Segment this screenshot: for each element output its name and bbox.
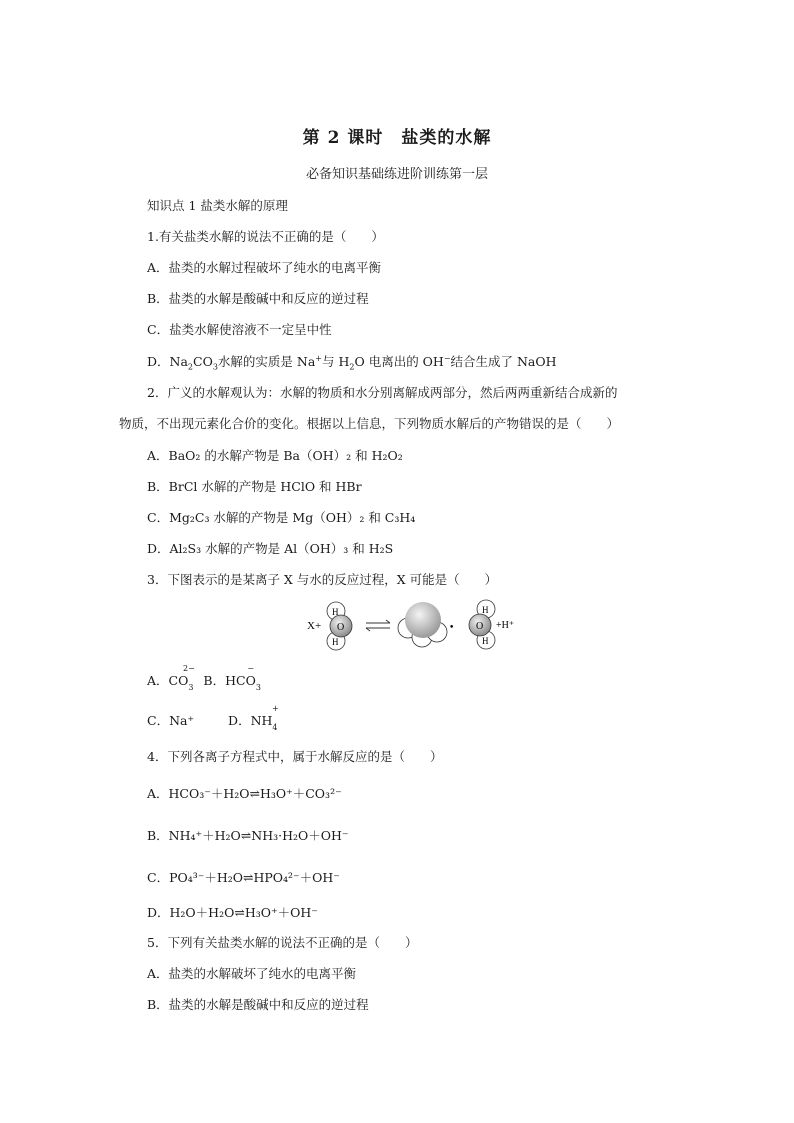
question-5-option-a: A．盐类的水解破坏了纯水的电离平衡 xyxy=(147,966,357,981)
dot-separator: • xyxy=(449,623,455,633)
question-4-option-a: A．HCO₃⁻＋H₂O⇌H₃O⁺＋CO₃²⁻ xyxy=(147,786,342,801)
question-4-stem: 4．下列各离子方程式中，属于水解反应的是（ ） xyxy=(147,749,443,764)
question-3-options-ab: A．$CO_3$ 2− B．$HCO_3$ − xyxy=(147,664,261,692)
question-1-option-a: A．盐类的水解过程破坏了纯水的电离平衡 xyxy=(147,260,382,275)
svg-text:H: H xyxy=(482,605,489,615)
hydrolysis-diagram xyxy=(304,597,526,652)
svg-text:H: H xyxy=(332,607,339,617)
h-plus-label: +H⁺ xyxy=(496,620,515,631)
svg-text:H: H xyxy=(332,637,339,647)
question-5-stem: 5．下列有关盐类水解的说法不正确的是（ ） xyxy=(147,935,418,950)
question-1-option-d: D．$Na_2CO_3$水解的实质是 Na+与 $H_2O$ 电离出的 OH−结合生成了 NaOH xyxy=(147,353,557,372)
question-4-option-b: B．NH₄⁺＋H₂O⇌NH₃·H₂O＋OH⁻ xyxy=(147,828,349,843)
equilibrium-arrows-icon xyxy=(366,620,390,631)
hydrolysis-product-cluster xyxy=(398,602,447,647)
x-plus-label: X+ xyxy=(307,620,322,632)
section-heading: 知识点 1 盐类水解的原理 xyxy=(147,198,288,213)
water-molecule-left xyxy=(327,602,352,650)
question-2-stem-line1: 2．广义的水解观认为：水解的物质和水分别离解成两部分，然后两两重新结合成新的 xyxy=(147,385,618,400)
svg-text:O: O xyxy=(337,622,345,633)
water-molecule-right xyxy=(469,600,495,649)
question-5-option-b: B．盐类的水解是酸碱中和反应的逆过程 xyxy=(147,997,369,1012)
question-3-stem: 3．下图表示的是某离子 X 与水的反应过程，X 可能是（ ） xyxy=(147,572,498,587)
question-3-options-cd: C．Na⁺ D．$NH_4$ + xyxy=(147,704,279,732)
question-2-option-a: A．BaO₂ 的水解产物是 Ba（OH）₂ 和 H₂O₂ xyxy=(147,448,403,463)
question-2-option-c: C．Mg₂C₃ 水解的产物是 Mg（OH）₂ 和 C₃H₄ xyxy=(147,510,416,525)
svg-text:H: H xyxy=(482,636,489,646)
question-4-option-c: C．PO₄³⁻＋H₂O⇌HPO₄²⁻＋OH⁻ xyxy=(147,870,340,885)
page-title: 第 2 课时 盐类的水解 xyxy=(302,128,492,148)
question-2-option-b: B．BrCl 水解的产物是 HClO 和 HBr xyxy=(147,479,362,494)
page-subtitle: 必备知识基础练进阶训练第一层 xyxy=(305,167,488,182)
svg-text:O: O xyxy=(476,621,484,632)
question-4-option-d: D．H₂O＋H₂O⇌H₃O⁺＋OH⁻ xyxy=(147,905,318,920)
question-1-option-b: B．盐类的水解是酸碱中和反应的逆过程 xyxy=(147,291,369,306)
question-1-stem: 1.有关盐类水解的说法不正确的是（ ） xyxy=(147,229,384,244)
question-2-stem-line2: 物质，不出现元素化合价的变化。根据以上信息，下列物质水解后的产物错误的是（ ） xyxy=(119,416,620,431)
question-2-option-d: D．Al₂S₃ 水解的产物是 Al（OH）₃ 和 H₂S xyxy=(147,541,394,556)
question-1-option-c: C．盐类水解使溶液不一定呈中性 xyxy=(147,322,332,337)
